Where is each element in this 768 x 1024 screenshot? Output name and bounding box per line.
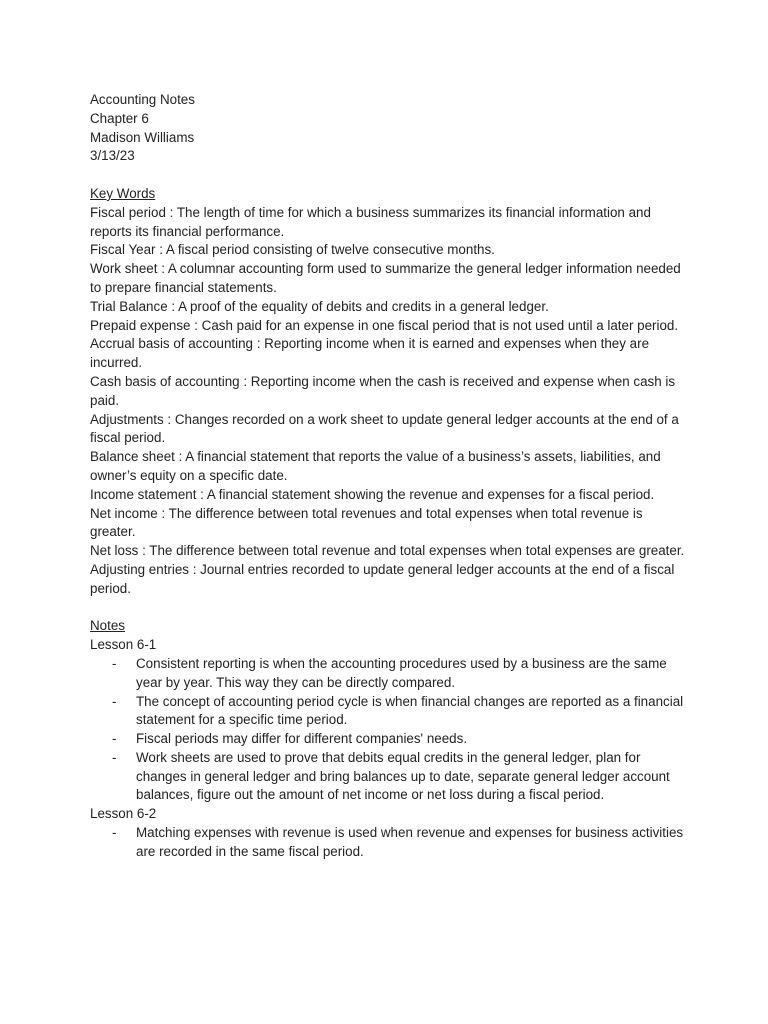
dash-bullet: - [112, 693, 117, 709]
author-name: Madison Williams [90, 129, 195, 145]
key-word-adjusting-entries: Adjusting entries : Journal entries recorded to update general ledger accounts at the end of a fiscal period. [90, 561, 675, 596]
dash-bullet: - [112, 749, 117, 765]
key-word-cash-basis: Cash basis of accounting : Reporting income when the cash is received and expense when cash is paid. [90, 373, 676, 408]
key-word-fiscal-year: Fiscal Year : A fiscal period consisting of twelve consecutive months. [90, 242, 495, 258]
lesson-label: Lesson 6-2 [90, 806, 157, 822]
key-word-accrual-basis: Accrual basis of accounting : Reporting income when it is earned and expenses when they are incurred. [90, 336, 650, 371]
key-word-balance-sheet: Balance sheet : A financial statement that reports the value of a business’s assets, liabilities, and owner’s equity on a specific date. [90, 449, 661, 483]
lesson-bullet-list [90, 655, 690, 805]
bullet-text: Fiscal periods may differ for different companies' needs. [136, 731, 468, 747]
list-item [90, 730, 690, 749]
document-title: Accounting Notes [90, 92, 195, 107]
chapter-label: Chapter 6 [90, 110, 149, 126]
key-word-net-loss: Net loss : The difference between total revenue and total expenses when total expenses are greater. [90, 543, 685, 559]
key-words-heading: Key Words [90, 185, 156, 201]
notes-heading: Notes [90, 618, 125, 634]
bullet-text: Matching expenses with revenue is used when revenue and expenses for business activities are recorded in the same fiscal period. [136, 825, 684, 859]
spacer [90, 599, 690, 618]
list-item [90, 655, 690, 693]
key-word-adjustments: Adjustments : Changes recorded on a work sheet to update general ledger accounts at the end of a fiscal period. [90, 411, 679, 446]
key-word-income-statement: Income statement : A financial statement showing the revenue and expenses for a fiscal period. [90, 486, 655, 502]
key-word-net-income: Net income : The difference between total revenues and total expenses when total revenue is greater. [90, 505, 643, 540]
bullet-text: The concept of accounting period cycle is when financial changes are reported as a financial statement for a specific time period. [136, 693, 684, 728]
document-date: 3/13/23 [90, 148, 135, 164]
lesson-label: Lesson 6-1 [90, 637, 157, 653]
bullet-text: Consistent reporting is when the accounting procedures used by a business are the same year by year. This way they can be directly compared. [136, 655, 667, 690]
list-item [90, 693, 690, 731]
dash-bullet: - [112, 655, 117, 671]
dash-bullet: - [112, 731, 117, 747]
key-word-work-sheet: Work sheet : A columnar accounting form used to summarize the general ledger information needed to prepare financial statements. [90, 261, 681, 295]
key-word-fiscal-period: Fiscal period : The length of time for which a business summarizes its financial information and reports its financial performance. [90, 204, 651, 239]
dash-bullet: - [112, 825, 117, 841]
document-page [90, 91, 690, 862]
spacer [90, 166, 690, 185]
lesson-bullet-list [90, 824, 690, 862]
list-item [90, 824, 690, 862]
bullet-text: Work sheets are used to prove that debits equal credits in the general ledger, plan for changes in general ledger and bring balances up to date, separate general ledger account balances, figure out the amount of net income or net loss during a fiscal period. [136, 749, 670, 803]
key-word-trial-balance: Trial Balance : A proof of the equality of debits and credits in a general ledger. [90, 298, 549, 314]
list-item [90, 749, 690, 805]
key-word-prepaid-expense: Prepaid expense : Cash paid for an expense in one fiscal period that is not used until a later period. [90, 317, 679, 333]
